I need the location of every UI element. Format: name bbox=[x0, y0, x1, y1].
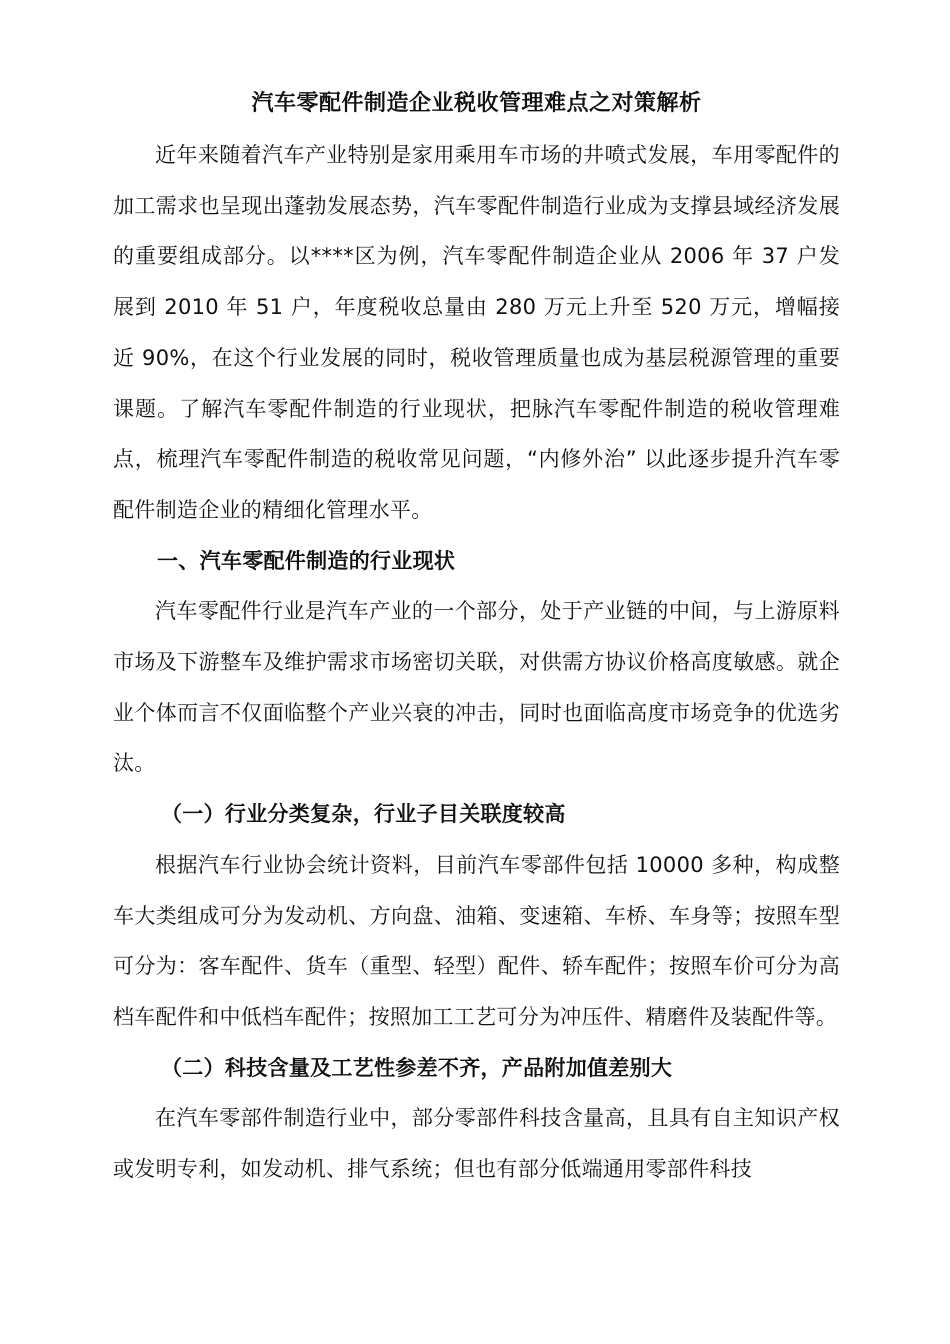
intro-paragraph: 近年来随着汽车产业特别是家用乘用车市场的井喷式发展，车用零配件的加工需求也呈现出蓬勃发展态势，汽车零配件制造行业成为支撑县域经济发展的重要组成部分。以****区为例，汽车零配件制造企业从 2006 年 37 户发展到 2010 年 51 户，年度税收总量由 280 万元上升至 520 万元，增幅接近 90%，在这个行业发展的同时，税收管理质量也成为基层税源管理的重要课题。了解汽车零配件制造的行业现状，把脉汽车零配件制造的税收管理难点，梳理汽车零配件制造的税收常见问题，“内修外治” 以此逐步提升汽车零配件制造企业的精细化管理水平。 bbox=[113, 143, 840, 522]
subsection-1-heading: （一）行业分类复杂，行业子目关联度较高 bbox=[161, 802, 566, 827]
subsection-1-paragraph: 根据汽车行业协会统计资料，目前汽车零部件包括 10000 多种，构成整车大类组成可分为发动机、方向盘、油箱、变速箱、车桥、车身等；按照车型可分为：客车配件、货车（重型、轻型）配件、轿车配件；按照车价可分为高档车配件和中低档车配件；按照加工工艺可分为冲压件、精磨件及装配件等。 bbox=[113, 852, 840, 1029]
subsection-2-paragraph: 在汽车零部件制造行业中，部分零部件科技含量高，且具有自主知识产权或发明专利，如发动机、排气系统；但也有部分低端通用零部件科技 bbox=[113, 1106, 840, 1182]
subsection-2-heading: （二）科技含量及工艺性参差不齐，产品附加值差别大 bbox=[161, 1055, 673, 1080]
document-page bbox=[113, 88, 840, 1195]
document-title: 汽车零配件制造企业税收管理难点之对策解析 bbox=[251, 91, 702, 116]
section-1-paragraph: 汽车零配件行业是汽车产业的一个部分，处于产业链的中间，与上游原料市场及下游整车及维护需求市场密切关联，对供需方协议价格高度敏感。就企业个体而言不仅面临整个产业兴衰的冲击，同时也面临高度市场竞争的优选劣汰。 bbox=[113, 599, 840, 776]
section-1-heading: 一、汽车零配件制造的行业现状 bbox=[157, 548, 456, 573]
